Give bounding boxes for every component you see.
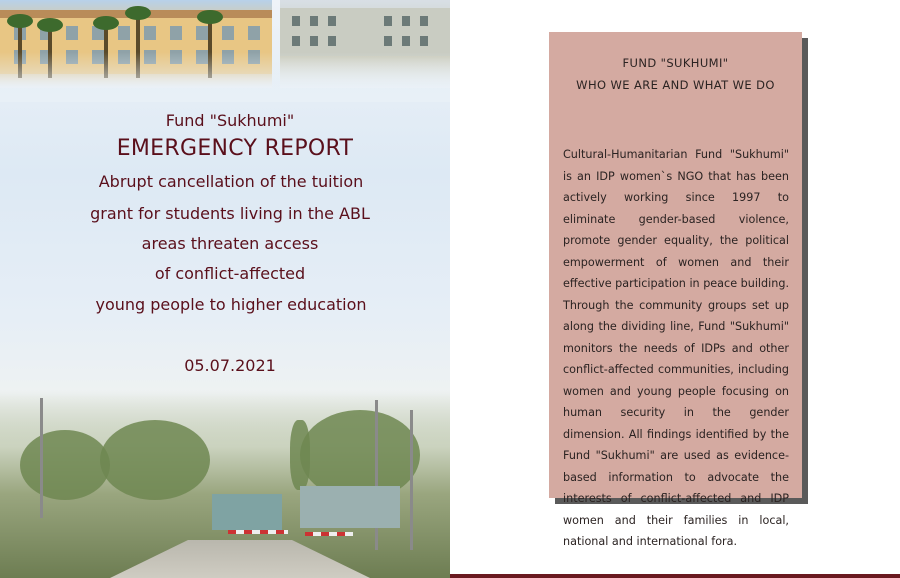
card-heading-org: FUND "SUKHUMI"	[622, 56, 729, 70]
cover-fund-name: Fund "Sukhumi"	[165, 111, 295, 130]
cover-subtitle-line: grant for students living in the ABL	[90, 204, 370, 223]
cover-subtitle-line: areas threaten access	[141, 234, 319, 253]
about-card	[549, 32, 802, 548]
building	[280, 8, 450, 56]
card-body-text: Cultural-Humanitarian Fund "Sukhumi" is an IDP women`s NGO that has been actively working since 1997 to eliminate gender-based violence, promote gender equality, the political empowerment of women and their effective participation in peace building. Through the community groups set up along the dividing line, Fund "Sukhumi" monitors the needs of IDPs and other conflict-affected communities, including women and young people focusing on human security in the gender dimension. All findings identified by the Fund "Sukhumi" are used as evidence-based information to advocate the interests of conflict-affected and IDP women and their families in local, national and international fora.	[563, 148, 789, 548]
card-heading-subtitle: WHO WE ARE AND WHAT WE DO	[576, 78, 775, 92]
cover-subtitle-line: young people to higher education	[95, 295, 367, 314]
checkpoint-booth	[212, 494, 282, 530]
cover-subtitle-line: of conflict-affected	[154, 264, 306, 283]
cover-date: 05.07.2021	[184, 356, 276, 375]
cover-title: EMERGENCY REPORT	[116, 136, 354, 161]
cover-subtitle-line: Abrupt cancellation of the tuition	[98, 172, 364, 191]
bottom-rule	[450, 574, 900, 578]
